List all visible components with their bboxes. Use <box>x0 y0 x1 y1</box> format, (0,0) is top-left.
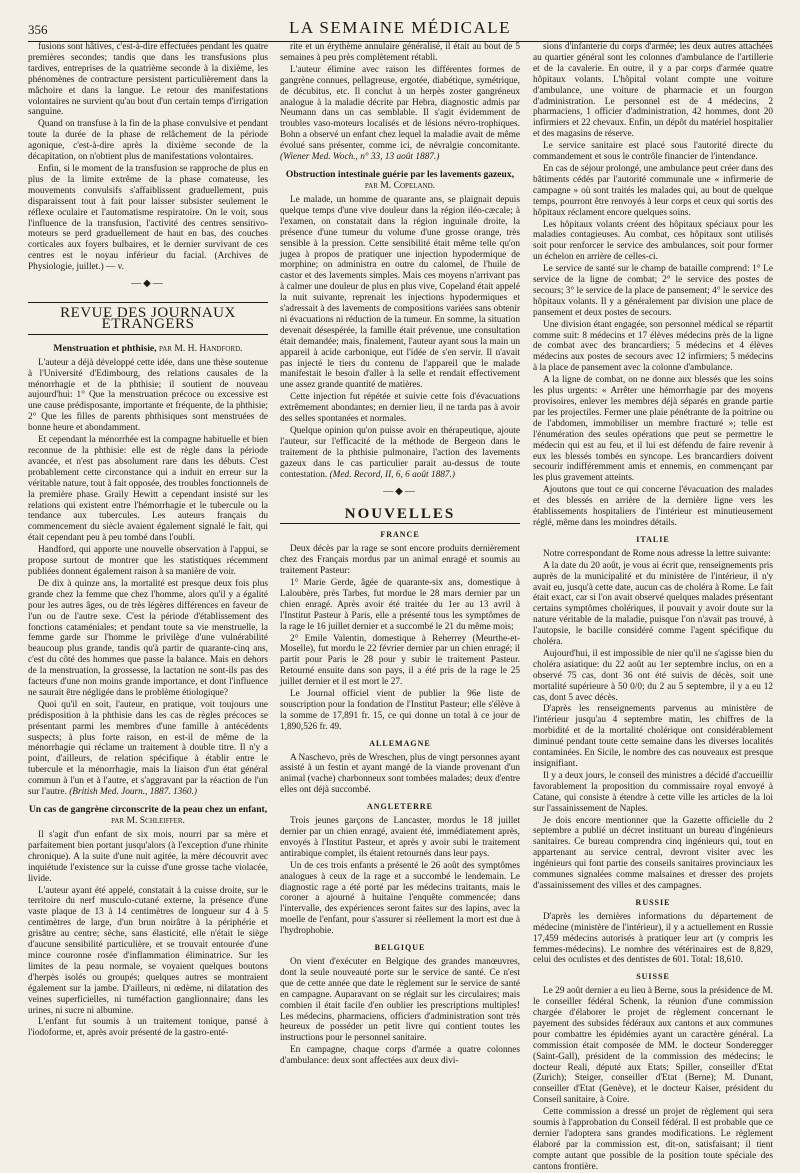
column-right <box>533 42 774 1172</box>
paragraph <box>280 65 520 163</box>
paragraph: L'auteur ayant été appelé, constatait à la cuisse droite, sur le territoire du nerf musculo-cutané externe, la présence d'une vaste plaque de 13 à 14 centimètres de longueur sur 4 à 5 centimètres de large, d'un brun noirâtre à la périphérie et grisâtre au centre; sèche, sans élasticité, elle n'était le siège d'aucune sensibilité particulière, et se trouvait entourée d'une mince couronne rosée d'inflammation éliminatrice. Sur les limites de la peau normale, se voyaient quelques boutons d'herpès isolés ou groupés; quelques autres se montraient également sur la jambe. D'ailleurs, ni œdème, ni dilatation des veines superficielles, ni tuméfaction ganglionnaire; dans les urines, ni sucre ni albumine. <box>28 885 268 1016</box>
paragraph: Notre correspondant de Rome nous adresse la lettre suivante: <box>543 548 771 559</box>
news-section-title: NOUVELLES <box>280 509 520 524</box>
paragraph: sions d'infanterie du corps d'armée; les deux autres attachées au quartier général sont les colonnes d'ambulance de l'artillerie et de la cavalerie. En outre, il y a par corps d'armée quatre hôpitaux volants. L'hôpital volant compte une voiture d'ambulance, une voiture de pharmacie et un fourgon d'administration. Le personnel est de 4 médecins, 2 pharmaciens, 1 officier d'administration, 42 hommes, dont 20 infirmiers et 22 chevaux. Enfin, un dépôt du matériel hospitalier et des magasins de réserve. <box>533 42 773 140</box>
article-title <box>280 169 520 191</box>
paragraph: Et cependant la ménorrhée est la compagne habituelle et bien reconnue de la phthisie: elle est de règle dans la période avancée, et n'est pas absolument rare dans les débuts. C'est probablement cette circonstance qui a induit en erreur sur la véritable nature, tout à fait opposée, des troubles fonctionnels de la première phase. Graily Hewitt a cependant insisté sur les relations qui existent entre l'hémorrhagie et le tubercule ou la tendance aux tubercules. Les auteurs français du commencement du siècle avaient également signalé le fait, qui était cependant peu à peu tombé dans l'oubli. <box>28 435 268 544</box>
paragraph: L'auteur a déjà développé cette idée, dans une thèse soutenue à l'Université d'Edimbourg, des relations causales de la ménorrhagie et de la phthisie; il soutient de nouveau aujourd'hui: 1° Que la menstruation précoce ou excessive est une cause prédisposante, importante et fréquente, de la phthisie; 2° Que les filles de parents phthisiques sont menstruées de bonne heure et abondamment. <box>28 357 268 434</box>
paragraph: A la ligne de combat, on ne donne aux blessés que les soins les plus urgents: « Arrêter une hémorrhagie par des moyens provisoires, enlever les membres déjà séparés en grande partie par les projectiles. Fermer une plaie pénétrante de la poitrine ou de l'abdomen, immobiliser un membre fracturé »; telle est l'énumération des seules opérations que peut se permettre le médecin qui est au feu, et il lui est défendu de faire revenir à eux les blessés tombés en syncope. Les brancardiers doivent secourir indifféremment amis et ennemis, en commençant par les plus gravement atteints. <box>533 375 773 484</box>
page-header <box>28 12 772 42</box>
paragraph: 2° Emile Valentin, domestique à Reherrey (Meurthe-et-Moselle), fut mordu le 22 février dernier par un chien enragé; il partit pour Paris le 28 pour y subir le traitement Pasteur. Retourné ensuite dans son pays, il a été pris de la rage le 25 juillet dernier et il est mort le 27. <box>280 633 520 688</box>
article-title <box>28 343 268 354</box>
paragraph: Il y a deux jours, le conseil des ministres a décidé d'accueillir favorablement la proposition du commissaire royal envoyé à Catane, qui consiste à étendre à cette ville les articles de la loi sur l'assainissement de Naples. <box>533 770 773 814</box>
country-heading: ITALIE <box>636 534 670 544</box>
paragraph: Trois jeunes garçons de Lancaster, mordus le 18 juillet dernier par un chien enragé, avaient été, immédiatement après, envoyés à l'Institut Pasteur, et après y avoir subi le traitement antirabique complet, ils étaient retournés dans leur pays. <box>280 816 520 859</box>
paragraph: A Naschevo, près de Wreschen, plus de vingt personnes ayant assisté à un festin et ayant mangé de la viande provenant d'un animal (vache) charbonneux sont tombées malades; deux d'entre elles ont déjà succombé. <box>280 752 521 796</box>
paragraph: Quand on transfuse à la fin de la phase convulsive et pendant toute la durée de la phase de relâchement de la période agonique, c'est-à-dire après la dixième seconde de la décapitation, on n'obtient plus de manifestations volontaires. <box>28 119 268 163</box>
country-heading: BELGIQUE <box>374 943 426 953</box>
country-heading: ALLEMAGNE <box>369 738 431 748</box>
article-title-text: Menstruation et phthisie, <box>53 342 157 354</box>
citation: (Med. Record, II, 6, 6 août 1887.) <box>329 469 455 480</box>
paragraph: fusions sont hâtives, c'est-à-dire effectuées pendant les quatre premières secondes; tandis que dans les transfusions plus tardives, entreprises de la quatrième seconde à la dixième, les phénomènes de contracture persistent particulièrement dans la mâchoire et dans la langue. Le retour des manifestations volontaires ne survient qu'au bout d'un certain temps d'irrigation sanguine. <box>28 42 268 118</box>
paragraph: Un de ces trois enfants a présenté le 26 août des symptômes analogues à ceux de la rage et a succombé le lendemain. Le diagnostic rage a été porté par les médecins traitants, mais le coroner a ajourné à huitaine l'enquête commencée; dans l'intervalle, des expériences seront faites sur des lapins, avec la moelle de l'enfant, pour s'assurer si réellement la mort est due à l'hydrophobie. <box>280 860 520 937</box>
paragraph: 1° Marie Gerde, âgée de quarante-six ans, domestique à Laloubère, près Tarbes, fut mordue le 28 mars dernier par un chien enragé. Après avoir été traitée du 1er au 13 avril à l'Institut Pasteur à Paris, elle a présenté tous les symptômes de la rage le 16 juillet dernier et a succombé le 21 du même mois; <box>280 577 520 632</box>
paragraph: En campagne, chaque corps d'armée a quatre colonnes d'ambulance: deux sont affectées aux deux divi- <box>280 1045 520 1067</box>
article-author: par M. Schleiffer. <box>111 815 185 826</box>
paragraph: Le service de santé sur le champ de bataille comprend: 1° Le service de la ligne de combat; 2° le service des postes de secours; 3° le service de la place de pansement; 4° le service des hôpitaux volants. Il y a généralement par division une place de pansement et deux postes de secours. <box>533 264 773 318</box>
paragraph: Il s'agit d'un enfant de six mois, nourri par sa mère et parfaitement bien portant jusqu'alors (à l'exception d'une rhinite chronique). A la suite d'une nuit agitée, la mère découvrit avec inquiétude l'existence sur la cuisse d'une grosse tache violacée, livide. <box>28 830 268 884</box>
article-title-text: Un cas de gangrène circonscrite de la peau chez un enfant, <box>28 804 268 815</box>
article-author: par M. Copeland. <box>364 179 436 191</box>
paragraph: Une division étant engagée, son personnel médical se répartit comme suit: 8 médecins et 17 élèves médecins près de la ligne de combat avec des brancardiers; 5 médecins et 4 élèves médecins aux postes de secours avec 12 infirmiers; 5 médecins à la place de pansement avec la colonne d'ambulance. <box>533 319 773 374</box>
paragraph: Les hôpitaux volants créent des hôpitaux spéciaux pour les maladies contagieuses. Au combat, ces hôpitaux sont utilisés soit pour renforcer le service des ambulances, soit pour former un échelon en arrière de celles-ci. <box>533 219 773 263</box>
journal-title: LA SEMAINE MÉDICALE <box>288 18 512 37</box>
paragraph: Le malade, un homme de quarante ans, se plaignait depuis quelque temps d'une vive douleur dans la région iléo-cæcale; à l'examen, on constatait dans la région inguinale droite, la présence d'une tumeur du volume d'une grosse orange, très sensible à la pression. Cette sensibilité était même telle qu'on jugea à propos de pratiquer une injection hypodermique de morphine; on administra en outre du calomel, de l'huile de castor et des lavements simples. Mais ces moyens n'arrivant pas à calmer une douleur de plus en plus vive, Copeland était appelé la nuit suivante, reprenait les injections hypodermiques et s'adressait à des lavements de compositions variées sans obtenir ni évacuations ni réduction de la tumeur. En somme, la situation devenait désespérée, la famille était prévenue, une consultation était demandée; mais, finalement, l'auteur ayant sous la main un appareil à acide carbonique, eut l'idée de s'en servir. Il n'avait pas injecté le tiers du contenu de l'appareil que le malade manifestait le besoin d'aller à la selle et rendait effectivement une assez grande quantité de matières. <box>280 194 520 391</box>
paragraph <box>280 426 520 481</box>
article-author: par M. H. Handford. <box>158 342 243 354</box>
paragraph: D'après les renseignements parvenus au ministère de l'intérieur jusqu'au 4 septembre matin, les chiffres de la morbidité et de la mortalité cholérique ont considérablement diminué pendant toute cette semaine dans les diverses localités contaminées. En Sicile, le nombre des cas nouveaux est presque insignifiant. <box>533 704 773 769</box>
column-left <box>28 42 268 1107</box>
paragraph: Handford, qui apporte une nouvelle observation à l'appui, se propose surtout de montrer que les statistiques récemment publiées donnent également raison à sa manière de voir. <box>28 545 268 577</box>
paragraph <box>28 700 268 798</box>
paragraph: Enfin, si le moment de la transfusion se rapproche de plus en plus de la limite extrême de la phase comateuse, les mouvements convulsifs s'affaiblissent graduellement, puis disparaissent tout à fait pour laisser subsister seulement le réflexe oculaire et l'automatisme respiratoire. On le voit, sous l'influence de la transfusion, l'activité des centres sensitivo-moteurs se perd graduellement de haut en bas, des couches corticales aux foyers bulbaires, et le dernier survivant de ces centres est le noyau inférieur du facial. (Archives de Physiologie, juillet.) — v. <box>28 163 268 273</box>
paragraph: Le 29 août dernier a eu lieu à Berne, sous la présidence de M. le conseiller fédéral Schenk, la réunion d'une commission chargée d'élaborer le projet de règlement concernant le payement des subsides fédéraux aux cantons et aux communes pour combattre les épidémies ayant un caractère général. La commission était composée de MM. le docteur Sonderegger (Saint-Gall), président de la commission des médecins; le docteur Reali, député aux Etats; Spiller, conseiller d'Etat (Zurich); Steiger, conseiller d'Etat (Berne); M. Dunant, conseiller d'Etat (Genève), et le docteur Kaiser, président du Conseil sanitaire, à Coire. <box>533 986 773 1106</box>
citation: (Wiener Med. Woch., n° 33, 13 août 1887.) <box>280 152 440 163</box>
paragraph-text: Quoi qu'il en soit, l'auteur, en pratique, voit toujours une prédisposition à la phthisie dans les cas de règles précoces se présentant parmi les membres d'une famille à antécédents suspects; à plus forte raison, en est-il de même de la ménorrhagie qui réclame un traitement à double titre. Il n'y a point, d'ailleurs, de relation spécifique à établir entre le tubercule et la ménorrhagie, mais la liaison d'un état général commun à l'un et à l'autre, et s'aggravant par la réaction de l'un sur l'autre. <box>28 699 268 798</box>
page-number: 356 <box>28 22 48 37</box>
paragraph: A la date du 20 août, je vous ai écrit que, renseignements pris auprès de la municipalité et du ministère de l'intérieur, il n'y avait eu, jusqu'à cette date, aucun cas de choléra à Rome. Le fait était exact, car si l'on avait observé quelques malades présentant certains symptômes cholériques, il pouvait y avoir doute sur la nature véritable de la maladie, puisque l'on n'avait pas trouvé, à l'autopsie, le bacille considéré comme l'agent spécifique du choléra. <box>533 560 773 648</box>
citation: (British Med. Journ., 1887. 1360.) <box>69 787 198 798</box>
article-title <box>28 804 268 826</box>
paragraph: On vient d'exécuter en Belgique des grandes manœuvres, dont la seule nouveauté porte sur le service de santé. Ce n'est que de cette année que date le règlement sur le service de santé en campagne. Auparavant on se réglait sur les circulaires; mais combien il était facile d'en oublier les prescriptions multiples! Les médecins, pharmaciens, officiers d'administration sont très heureux de posséder un petit livre qui contient toutes les instructions pour le personnel sanitaire. <box>280 956 520 1044</box>
paragraph: En cas de séjour prolongé, une ambulance peut créer dans des bâtiments cédés par l'autorité communale une « infirmerie de campagne » où sont traités les malades qui, au bout de quelque temps, pourront être renvoyés à leur corps et ceux qui sortis des hôpitaux réclament encore quelques soins. <box>533 163 774 218</box>
article-title-text: Obstruction intestinale guérie par les lavements gazeux, <box>285 168 515 180</box>
paragraph-text: Quelque opinion qu'on puisse avoir en thérapeutique, ajoute l'auteur, sur l'efficacité de la méthode de Bergeon dans le traitement de la phthisie pulmonaire, l'action des lavements gazeux dans le cas particulier parait au-dessus de toute contestation. <box>280 426 520 480</box>
paragraph: Aujourd'hui, il est impossible de nier qu'il ne s'agisse bien du choléra asiatique: du 22 août au 1er septembre inclus, on en a observé 75 cas, dont 36 ont été suivis de décès, soit une mortalité supérieure à 50 0/0; du 2 au 5 septembre, il y a eu 12 cas, dont 5 avec décès. <box>533 648 773 703</box>
ornament-divider: —◆— <box>383 485 417 497</box>
paragraph: Je dois encore mentionner que la Gazette officielle du 2 septembre a publié un décret instituant un bureau d'ingénieurs sanitaires. Ce bureau comprendra cinq ingénieurs qui, tout en appartenant au service central, devront visiter avec les ingénieurs qui font partie des conseils sanitaires provinciaux les communes signalées comme malsaines et dresser des projets d'assainissement des villes et des campagnes. <box>533 815 773 891</box>
paragraph: rite et un érythème annulaire généralisé, il était au bout de 5 semaines à peu près complètement rétabli. <box>280 42 520 63</box>
paragraph: Deux décès par la rage se sont encore produits dernièrement chez des Français mordus par un animal enragé et soumis au traitement Pasteur: <box>280 544 520 577</box>
country-heading: RUSSIE <box>635 897 671 907</box>
paragraph: L'enfant fut soumis à un traitement tonique, pansé à l'iodoforme, et, après avoir présenté de la gastro-enté- <box>28 1017 268 1039</box>
paragraph: Le service sanitaire est placé sous l'autorité directe du commandement et sous le contrôle financier de l'intendance. <box>533 141 773 163</box>
section-title: REVUE DES JOURNAUX ÉTRANGERS <box>28 302 268 335</box>
country-heading: FRANCE <box>380 530 420 540</box>
ornament-divider: —◆— <box>131 278 165 290</box>
paragraph: Cette injection fut répétée et suivie cette fois d'évacuations extrêmement abondantes; en dernier lieu, il ne tarda pas à avoir des selles spontanées et normales. <box>280 392 520 425</box>
paragraph: De dix à quinze ans, la mortalité est presque deux fois plus grande chez la femme que chez l'homme, alors qu'il y a égalité pour les autres âges, ou de très légères différences en faveur de l'un ou de l'autre sexe. C'est la période d'établissement des fonctions cataméniales; et pendant toute sa vie menstruelle, la femme garde sur l'homme le privilège d'une vulnérabilité beaucoup plus grande, tandis qu'à partir de quarante-cinq ans, c'est du côté des hommes que passe la balance. Mais en dehors de la menstruation, la grossesse, la lactation ne sont-ils pas des facteurs d'une non moins grande importance, et dont l'influence ne saurait être négligée dans le problème étiologique? <box>28 578 268 698</box>
country-heading: SUISSE <box>636 972 670 982</box>
paragraph: D'après les dernières informations du département de médecine (ministère de l'intérieur), il y a actuellement en Russie 17,459 médecins autorisés à pratiquer leur art (y compris les femmes-médecins). Le nombre des vétérinaires est de 8,829, celui des oculistes et des dentistes de 601. Total: 18,610. <box>533 911 773 966</box>
column-middle <box>280 42 520 1107</box>
paragraph: Ajoutons que tout ce qui concerne l'évacuation des malades et des blessés en arrière de la dernière ligne vers les établissements hospitaliers de l'intérieur est minutieusement réglé, même dans les moindres détails. <box>533 485 773 528</box>
paragraph-text: L'auteur élimine avec raison les différentes formes de gangrène connues, pellagreuse, ergotée, diabétique, symétrique, de décubitus, etc. Il conclut à un herpès zoster gangréneux analogue à la maladie décrite par Hebra, diagnostic admis par Neumann dans un cas semblable. Il s'agit évidemment de troubles vaso-moteurs localisés et de lésions névro-trophiques. Bohn a observé un enfant chez lequel la maladie avait de même évolué sans présenter, comme ici, de névralgie concomitante. <box>280 64 520 152</box>
country-heading: ANGLETERRE <box>366 802 433 812</box>
paragraph: Cette commission a dressé un projet de règlement qui sera soumis à l'approbation du Conseil fédéral. Il est probable que ce dernier l'adoptera sans grandes modifications. Le règlement élaboré par la commission est, dit-on, satisfaisant; il tient compte autant que possible de la position toute spéciale des cantons frontière. <box>533 1107 773 1172</box>
paragraph: Le Journal officiel vient de publier la 96e liste de souscription pour la fondation de l'Institut Pasteur; elle s'élève à la somme de 17,891 fr. 15, ce qui donne un total à ce jour de 1,890,526 fr. 49. <box>280 689 520 732</box>
